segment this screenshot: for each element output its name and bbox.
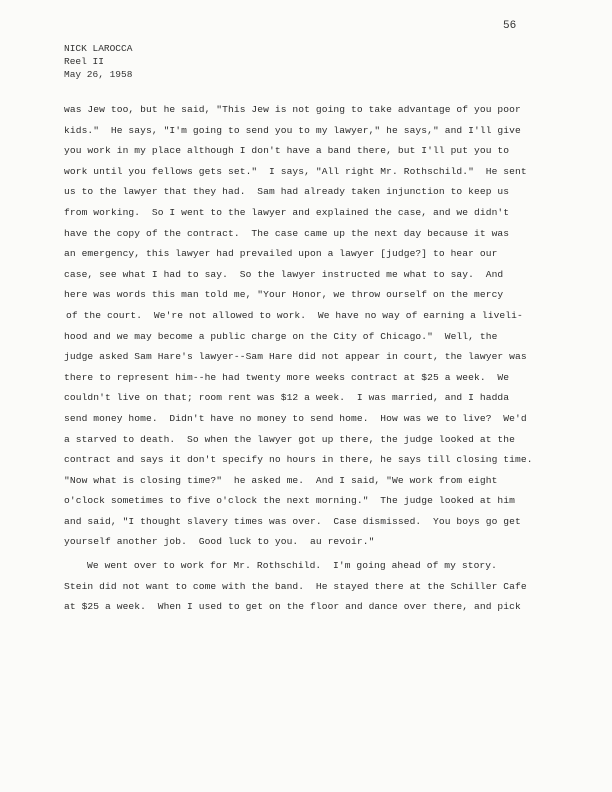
transcript-line: judge asked Sam Hare's lawyer--Sam Hare did not appear in court, the lawyer was [64, 351, 527, 363]
transcript-line: "Now what is closing time?" he asked me. And I said, "We work from eight [64, 474, 498, 486]
transcript-line: here was words this man told me, "Your Honor, we throw ourself on the mercy [64, 289, 504, 301]
transcript-line: case, see what I had to say. So the lawyer instructed me what to say. And [64, 268, 504, 280]
transcript-line: have the copy of the contract. The case came up the next day because it was [64, 227, 510, 239]
transcript-line: kids." He says, "I'm going to send you to my lawyer," he says," and I'll give [64, 124, 521, 136]
transcript-line: us to the lawyer that they had. Sam had already taken injunction to keep us [64, 186, 510, 198]
reel-label: Reel II [64, 56, 104, 67]
transcript-line: was Jew too, but he said, "This Jew is not going to take advantage of you poor [64, 104, 521, 115]
transcript-line: Stein did not want to come with the band. He stayed there at the Schiller Cafe [64, 580, 527, 592]
transcript-line: o'clock sometimes to five o'clock the next morning." The judge looked at him [64, 495, 516, 507]
page-number: 56 [503, 20, 517, 32]
transcript-body [64, 100, 554, 618]
transcript-line: We went over to work for Mr. Rothschild. I'm going ahead of my story. [87, 560, 498, 572]
transcript-line: of the court. We're not allowed to work. We have no way of earning a liveli- [66, 309, 523, 321]
interview-date: May 26, 1958 [64, 69, 133, 80]
transcript-line: from working. So I went to the lawyer and explained the case, and we didn't [64, 206, 510, 218]
transcript-line: couldn't live on that; room rent was $12 a week. I was married, and I hadda [64, 392, 510, 404]
transcript-line: you work in my place although I don't have a band there, but I'll put you to [64, 145, 510, 157]
transcript-line: there to represent him--he had twenty more weeks contract at $25 a week. We [64, 371, 510, 383]
transcript-line: and said, "I thought slavery times was over. Case dismissed. You boys go get [64, 515, 521, 527]
transcript-line: contract and says it don't specify no hours in there, he says till closing time. [64, 454, 533, 466]
transcript-line: an emergency, this lawyer had prevailed upon a lawyer [judge?] to hear our [64, 248, 498, 260]
transcript-line: a starved to death. So when the lawyer got up there, the judge looked at the [64, 433, 516, 445]
transcript-line: at $25 a week. When I used to get on the floor and dance over there, and pick [64, 601, 521, 613]
transcript-line: yourself another job. Good luck to you. au revoir." [64, 536, 375, 548]
transcript-header [64, 42, 132, 81]
transcript-line: send money home. Didn't have no money to send home. How was we to live? We'd [64, 412, 527, 424]
interviewee-name: NICK LAROCCA [64, 43, 133, 54]
transcript-line: work until you fellows gets set." I says, "All right Mr. Rothschild." He sent [64, 165, 527, 177]
transcript-line: hood and we may become a public charge on the City of Chicago." Well, the [64, 330, 498, 342]
